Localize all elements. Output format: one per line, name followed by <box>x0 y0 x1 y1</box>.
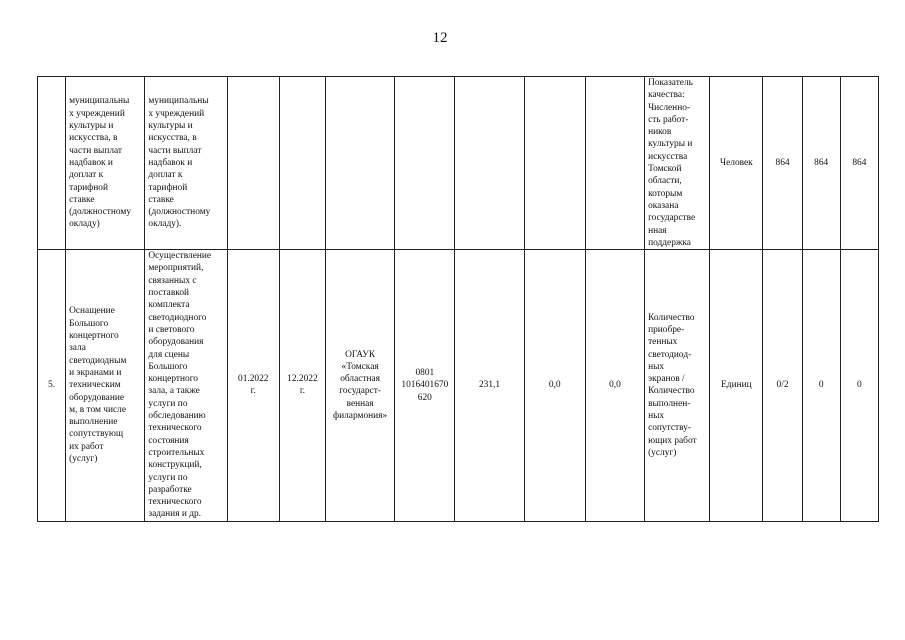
budget-code-cell: 0801 1016401670 620 <box>395 250 455 522</box>
event-content-cell: Осуществление мероприятий, связанных с поставкой комплекта светодиодного и светового оборудования для сцены Большого концертного зала, а также услуги по обследованию технического состояния строительных конструкций, услуги по разработке технического задания и др. <box>145 250 227 522</box>
end-date-cell: 12.2022 г. <box>279 250 325 522</box>
start-date-cell <box>227 77 279 250</box>
table-row <box>38 77 879 250</box>
amount-cell: 0,0 <box>524 250 585 522</box>
start-date-cell: 01.2022 г. <box>227 250 279 522</box>
row-number-cell <box>38 77 66 250</box>
event-name-cell: Оснащение Большого концертного зала светодиодным и экранами и техническим оборудование м, в том числе выполнение сопутствующ их работ (услуг) <box>66 250 145 522</box>
table-row <box>38 250 879 522</box>
value-cell: 0 <box>840 250 878 522</box>
value-cell: 0/2 <box>763 250 802 522</box>
unit-cell: Единиц <box>710 250 763 522</box>
executor-cell <box>325 77 394 250</box>
indicator-cell: Показатель качества: Численно- сть работ- ников культуры и искусства Томской области, которым оказана государстве нная поддержка <box>645 77 710 250</box>
amount-cell: 231,1 <box>455 250 524 522</box>
row-number-cell: 5. <box>38 250 66 522</box>
indicator-cell: Количество приобре- тенных светодиод- ных экранов / Количество выполнен- ных сопутству- ющих работ (услуг) <box>645 250 710 522</box>
value-cell: 864 <box>840 77 878 250</box>
page-number: 12 <box>432 30 448 46</box>
amount-cell <box>455 77 524 250</box>
value-cell: 864 <box>802 77 840 250</box>
event-content-cell: муниципальны х учреждений культуры и искусства, в части выплат надбавок и доплат к тарифной ставке (должностному окладу). <box>145 77 227 250</box>
executor-cell: ОГАУК «Томская областная государст- венная филармония» <box>325 250 394 522</box>
budget-code-cell <box>395 77 455 250</box>
event-name-cell: муниципальны х учреждений культуры и искусства, в части выплат надбавок и доплат к тарифной ставке (должностному окладу) <box>66 77 145 250</box>
value-cell: 864 <box>763 77 802 250</box>
end-date-cell <box>279 77 325 250</box>
amount-cell: 0,0 <box>585 250 644 522</box>
unit-cell: Человек <box>710 77 763 250</box>
value-cell: 0 <box>802 250 840 522</box>
amount-cell <box>524 77 585 250</box>
amount-cell <box>585 77 644 250</box>
program-table <box>37 76 879 522</box>
